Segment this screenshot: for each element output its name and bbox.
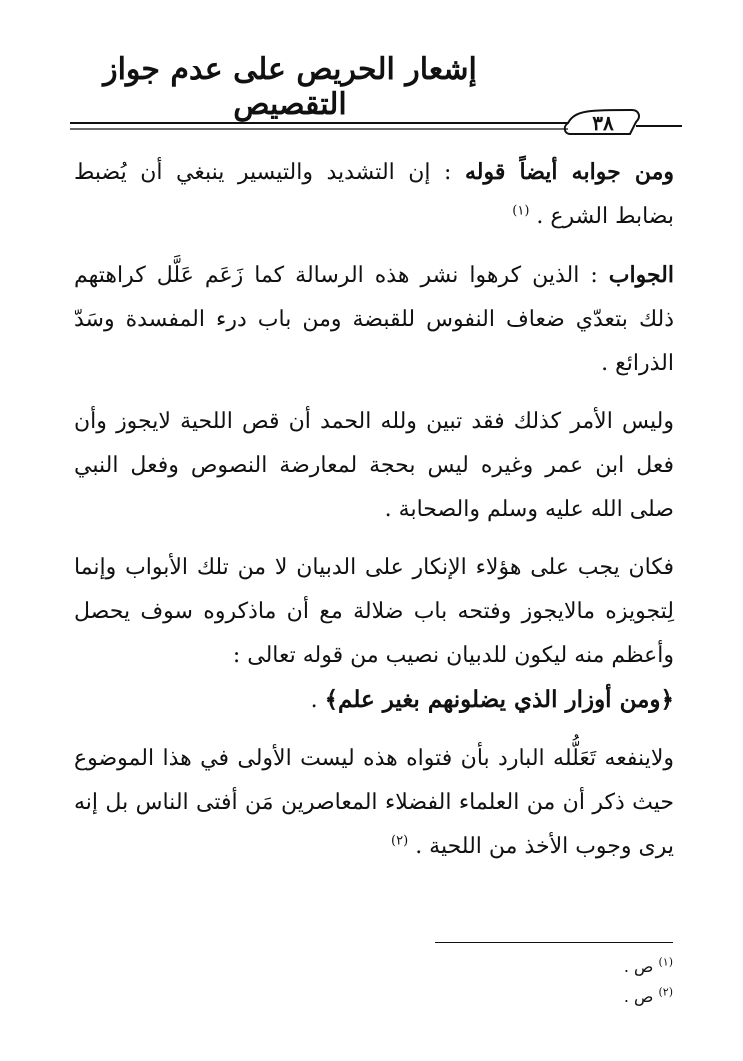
page-number: ٣٨ bbox=[592, 111, 614, 135]
quran-end: . bbox=[310, 688, 318, 713]
footnote-divider bbox=[435, 942, 673, 943]
footnote bbox=[400, 982, 673, 1012]
footnote-ref: (٢) bbox=[391, 833, 409, 849]
paragraph bbox=[74, 150, 674, 239]
paragraph bbox=[74, 253, 674, 386]
paragraph-text: : إن التشديد والتيسير ينبغي أن يُضبط بضابط الشرع . bbox=[74, 160, 674, 229]
footnote-text: ص . bbox=[623, 987, 654, 1006]
paragraph-lead: الجواب bbox=[608, 262, 674, 288]
paragraph-lead: ومن جوابه أيضاً قوله bbox=[464, 159, 674, 185]
running-title: إشعار الحريص على عدم جواز التقصيص bbox=[103, 52, 477, 122]
paragraph-text: : الذين كرهوا نشر هذه الرسالة كما زَعَم عَلَّل كراهتهم ذلك بتعدّي ضعاف النفوس للقبضة ومن باب درء المفسدة وسَدّ الذرائع . bbox=[74, 263, 674, 376]
paragraph-text: وليس الأمر كذلك فقد تبين ولله الحمد أن قص اللحية لايجوز وأن فعل ابن عمر وغيره ليس بحجة لمعارضة النصوص وفعل النبي صلى الله عليه وسلم والصحابة . bbox=[74, 409, 674, 522]
paragraph bbox=[74, 737, 674, 869]
footnote-text: ص . bbox=[623, 957, 654, 976]
paragraph-text: فكان يجب على هؤلاء الإنكار على الدبيان لا من تلك الأبواب وإنما لِتجويزه مالايجوز وفتحه باب ضلالة مع أن ماذكروه سوف يحصل وأعظم منه ليكون للدبيان نصيب من قوله تعالى : bbox=[74, 555, 674, 668]
paragraph bbox=[74, 546, 674, 723]
body-text bbox=[74, 150, 674, 883]
footnote-number: (٢) bbox=[658, 985, 673, 999]
quran-verse: ﴿ومن أوزار الذي يضلونهم بغير علم﴾ bbox=[324, 686, 674, 713]
footnote-number: (١) bbox=[658, 955, 673, 969]
paragraph bbox=[74, 400, 674, 532]
paragraph-text: ولاينفعه تَعَلُّله البارد بأن فتواه هذه ليست الأولى في هذا الموضوع حيث ذكر أن من العلماء الفضلاء المعاصرين مَن أفتى الناس بل إنه يرى وجوب الأخذ من اللحية . bbox=[74, 746, 674, 859]
footnote-ref: (١) bbox=[512, 203, 530, 219]
footnotes bbox=[400, 952, 673, 1012]
footnote bbox=[400, 952, 673, 982]
